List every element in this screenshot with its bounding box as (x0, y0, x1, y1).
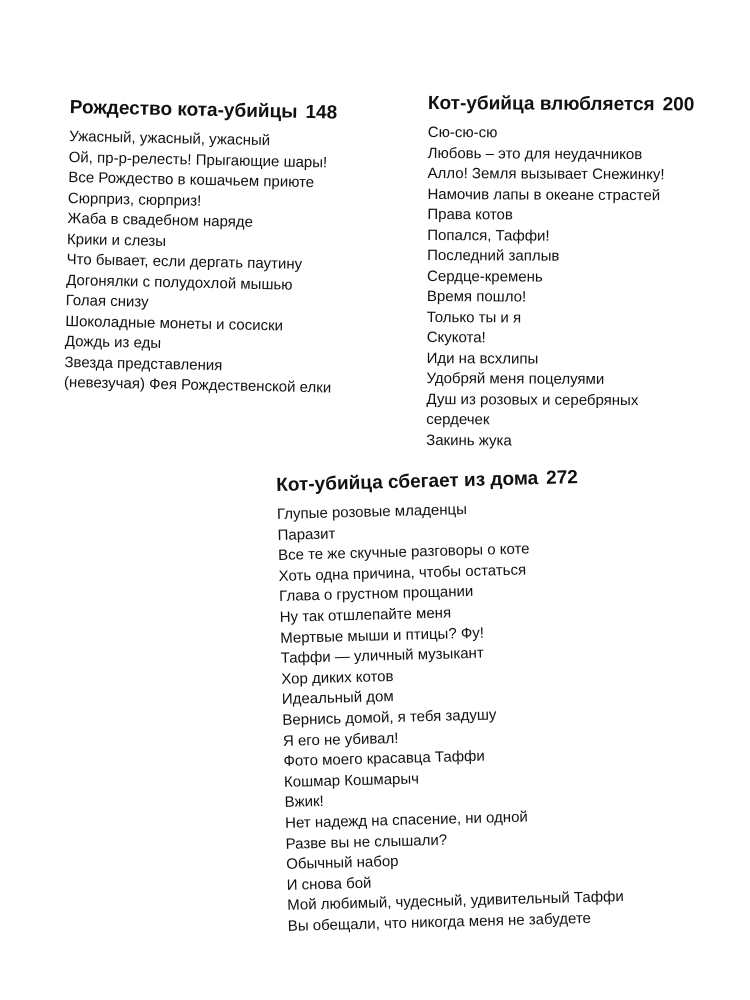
chapter-title: Алло! Земля вызывает Снежинку! (427, 164, 665, 184)
chapter-title: И снова бой (286, 874, 372, 894)
chapter-title: (невезучая) Фея Рождественской елки (63, 373, 332, 397)
chapter-title: Крики и слезы (66, 230, 167, 250)
chapter-list (426, 123, 694, 452)
chapter-title: Вы обещали, что никогда меня не забудете (287, 909, 592, 935)
chapter-title: Ой, пр-р-релесть! Прыгающие шары! (68, 148, 328, 171)
chapter-title: Удобряй меня поцелуями (426, 369, 605, 388)
chapter-title: Все те же скучные разговоры о коте (277, 540, 530, 565)
chapter-title: Догонялки с полудохлой мышью (65, 271, 293, 294)
section-title: Рождество кота-убийцы (69, 97, 298, 123)
chapter-title: Сюрприз, сюрприз! (67, 189, 202, 210)
section-title: Кот-убийца влюбляется (427, 93, 655, 116)
chapter-title: Звезда представления (64, 353, 223, 374)
chapter-title: Идеальный дом (281, 688, 394, 709)
chapter-title: Закинь жука (426, 431, 512, 449)
section-page-number: 200 (662, 94, 695, 116)
chapter-title: Жаба в свадебном наряде (67, 209, 254, 231)
chapter-title: Паразит (277, 525, 336, 544)
chapter-title: Намочив лапы в океане страстей (427, 185, 661, 204)
chapter-title: Глупые розовые младенцы (276, 501, 468, 523)
story-section-2 (426, 93, 694, 452)
chapter-title: Хоть одна причина, чтобы остаться (278, 561, 527, 585)
chapter-title: Глава о грустном прощании (278, 583, 474, 606)
story-section-3 (276, 466, 625, 937)
chapter-title: Сердце-кремень (426, 267, 543, 286)
chapter-title: Хор диких котов (281, 667, 394, 688)
section-page-number: 148 (305, 101, 338, 124)
chapter-title: Сю-сю-сю (427, 123, 498, 142)
chapter-title: Ну так отшлепайте меня (279, 604, 452, 626)
chapter-title: Кошмар Кошмарыч (283, 770, 420, 791)
section-page-number: 272 (545, 467, 579, 489)
chapter-title: Голая снизу (65, 291, 149, 311)
chapter-title: Душ из розовых и серебряных (426, 390, 639, 409)
chapter-list (277, 496, 625, 937)
chapter-title: Вжик! (284, 793, 324, 812)
chapter-title: Я его не убивал! (282, 729, 399, 750)
chapter-title: Разве вы не слышали? (285, 831, 448, 853)
chapter-title: Время пошло! (426, 287, 527, 306)
chapter-title: Обычный набор (285, 853, 399, 873)
chapter-title: Ужасный, ужасный, ужасный (68, 127, 271, 150)
chapter-title: Мертвые мыши и птицы? Фу! (280, 624, 485, 647)
chapter-title: Дождь из еды (64, 332, 162, 352)
chapter-title: Фото моего красавца Таффи (283, 747, 485, 771)
chapter-title: Шоколадные монеты и сосиски (65, 312, 284, 335)
chapter-title: Любовь – это для неудачников (427, 144, 643, 163)
chapter-title: сердечек (426, 410, 490, 429)
chapter-title: Права котов (427, 205, 513, 224)
chapter-title: Иди на всхлипы (426, 349, 539, 368)
chapter-title: Последний заплыв (427, 246, 560, 265)
chapter-title: Все Рождество в кошачьем приюте (68, 168, 315, 192)
story-section-1 (64, 97, 338, 399)
chapter-title: Таффи — уличный музыкант (280, 644, 484, 668)
chapter-title: Мой любимый, чудесный, удивительный Таффи (287, 888, 625, 915)
section-heading (276, 466, 613, 497)
chapter-list (64, 127, 337, 399)
chapter-title: Что бывает, если дергать паутину (66, 250, 303, 273)
section-heading (70, 97, 338, 125)
chapter-title: Только ты и я (426, 308, 522, 326)
section-title: Кот-убийца сбегает из дома (276, 468, 539, 496)
chapter-title: Нет надежд на спасение, ни одной (284, 808, 529, 832)
section-heading (428, 93, 695, 116)
chapter-title: Вернись домой, я тебя задушу (282, 706, 497, 729)
chapter-title: Попался, Таффи! (427, 226, 550, 245)
chapter-title: Скукота! (426, 328, 486, 347)
